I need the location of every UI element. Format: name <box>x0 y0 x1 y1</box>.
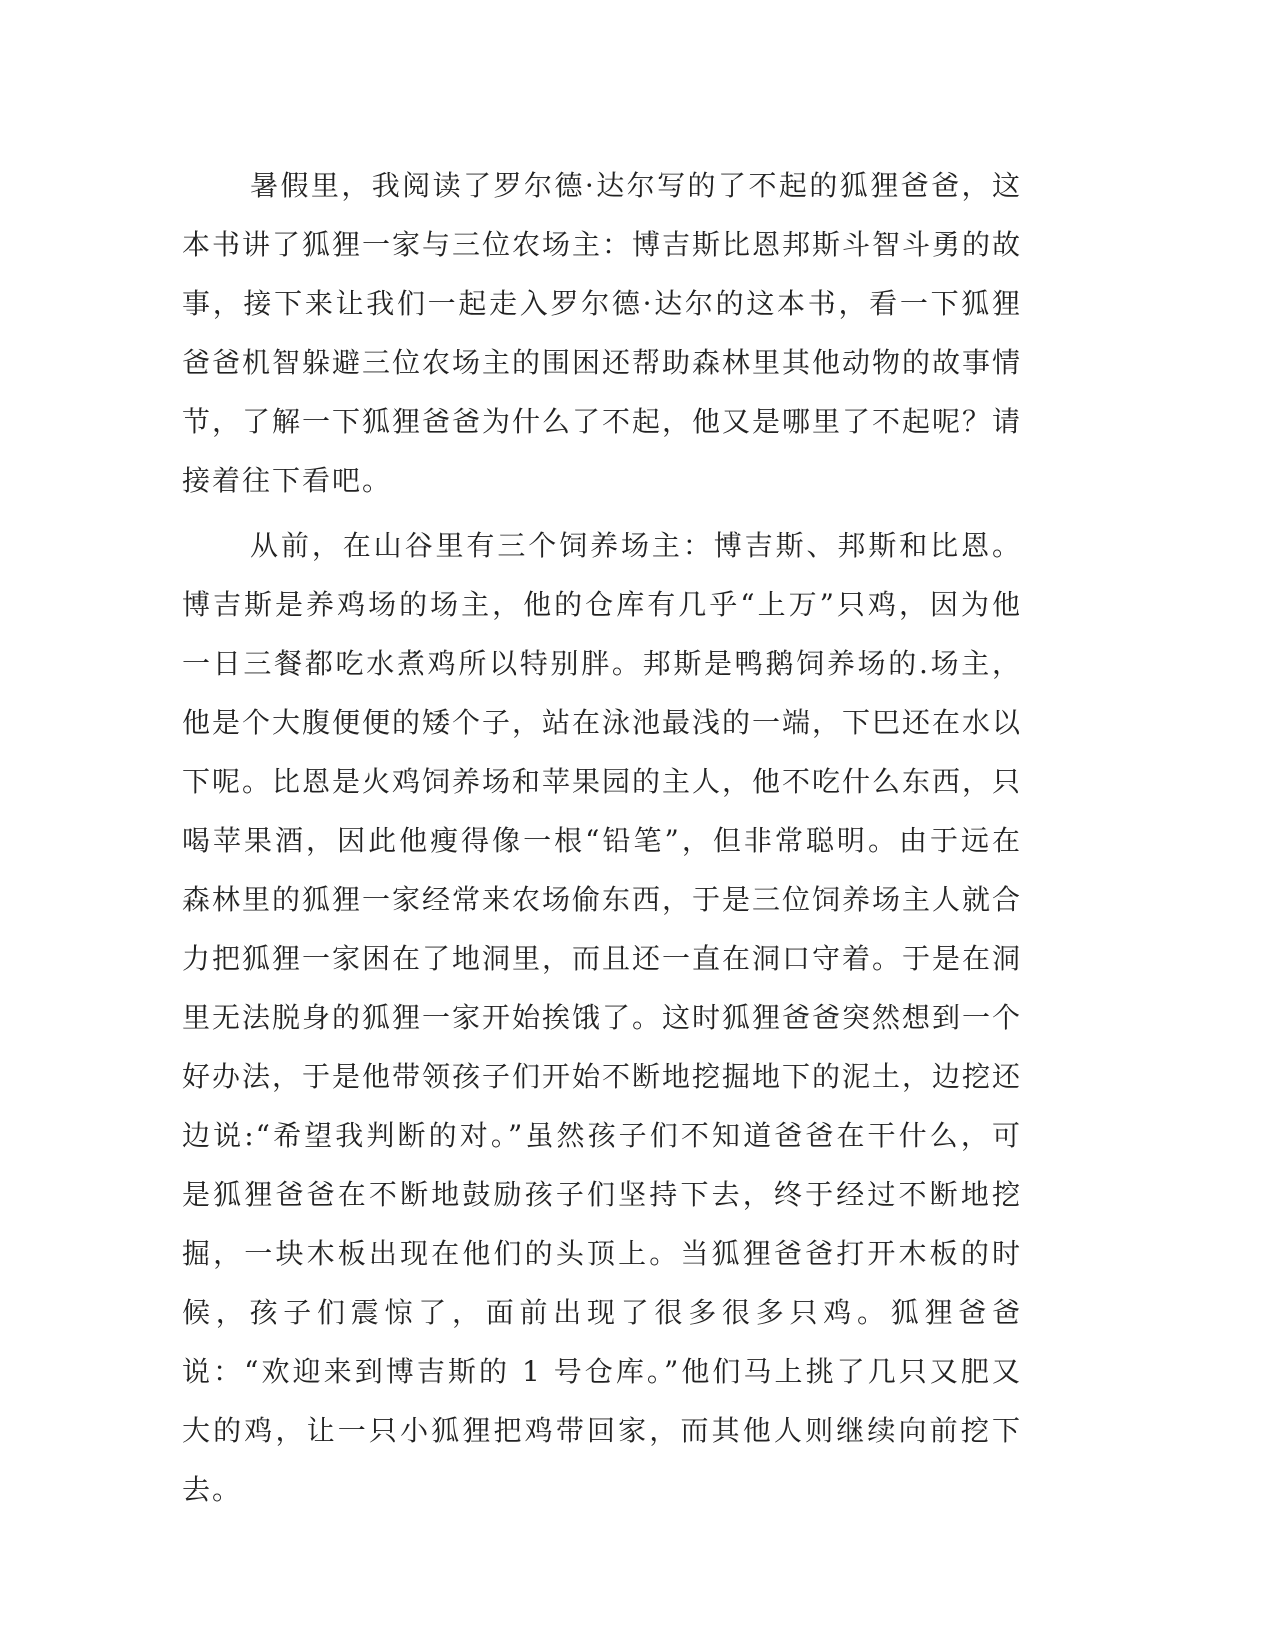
paragraph-story: 从前，在山谷里有三个饲养场主：博吉斯、邦斯和比恩。博吉斯是养鸡场的场主，他的仓库有几乎“上万”只鸡，因为他一日三餐都吃水煮鸡所以特别胖。邦斯是鸭鹅饲养场的.场主，他是个大腹便便的矮个子，站在泳池最浅的一端，下巴还在水以下呢。比恩是火鸡饲养场和苹果园的主人，他不吃什么东西，只喝苹果酒，因此他瘦得像一根“铅笔”，但非常聪明。由于远在森林里的狐狸一家经常来农场偷东西，于是三位饲养场主人就合力把狐狸一家困在了地洞里，而且还一直在洞口守着。于是在洞里无法脱身的狐狸一家开始挨饿了。这时狐狸爸爸突然想到一个好办法，于是他带领孩子们开始不断地挖掘地下的泥土，边挖还边说:“希望我判断的对。”虽然孩子们不知道爸爸在干什么，可是狐狸爸爸在不断地鼓励孩子们坚持下去，终于经过不断地挖掘，一块木板出现在他们的头顶上。当狐狸爸爸打开木板的时候，孩子们震惊了，面前出现了很多很多只鸡。狐狸爸爸说：“欢迎来到博吉斯的 1 号仓库。”他们马上挑了几只又肥又大的鸡，让一只小狐狸把鸡带回家，而其他人则继续向前挖下去。 <box>182 529 1023 1506</box>
document-body <box>182 156 1022 1525</box>
paragraph-intro: 暑假里，我阅读了罗尔德·达尔写的了不起的狐狸爸爸，这本书讲了狐狸一家与三位农场主：博吉斯比恩邦斯斗智斗勇的故事，接下来让我们一起走入罗尔德·达尔的这本书，看一下狐狸爸爸机智躲避三位农场主的围困还帮助森林里其他动物的故事情节，了解一下狐狸爸爸为什么了不起，他又是哪里了不起呢？请接着往下看吧。 <box>182 169 1023 497</box>
